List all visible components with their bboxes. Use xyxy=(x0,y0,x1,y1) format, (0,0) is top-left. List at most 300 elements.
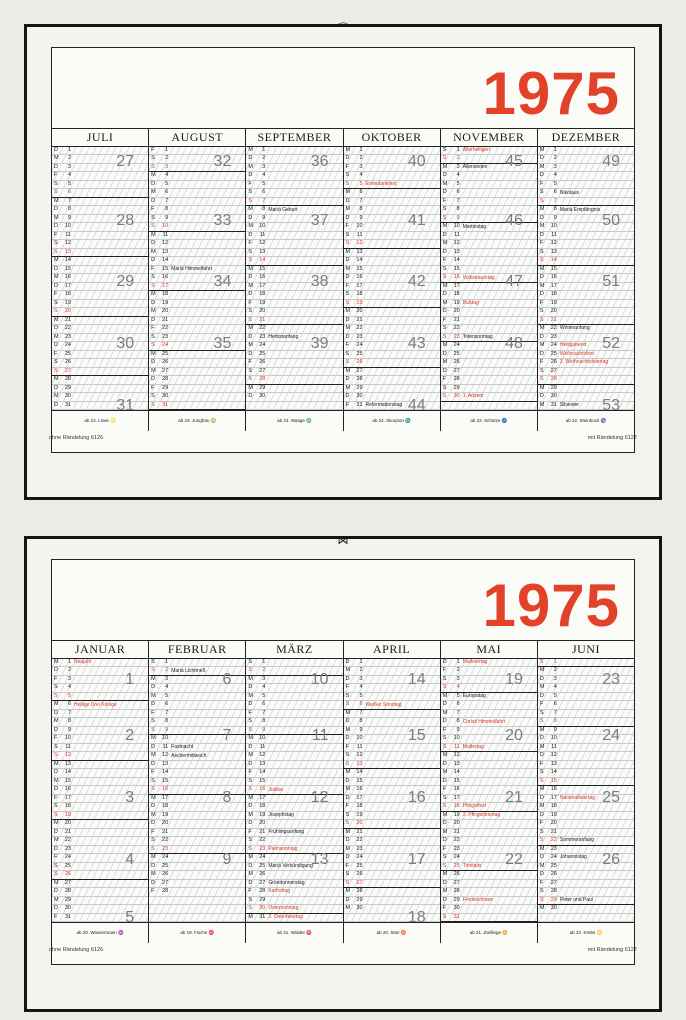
day-number: 14 xyxy=(356,769,363,776)
day-number: 24 xyxy=(453,854,460,861)
day-list xyxy=(149,659,245,922)
day-number: 12 xyxy=(64,752,71,759)
weekday-letter: S xyxy=(345,820,350,827)
weekday-letter: S xyxy=(54,299,58,306)
weekday-letter: D xyxy=(345,837,350,844)
weekday-letter: S xyxy=(539,316,544,323)
holiday-label: Mariä Empfängnis xyxy=(559,206,601,213)
holiday-label: Josephstag xyxy=(268,811,294,818)
weekday-letter: S xyxy=(345,701,350,708)
day-row xyxy=(246,300,342,308)
day-number: 8 xyxy=(67,206,71,213)
weekday-letter: S xyxy=(54,367,58,374)
weekday-letter: M xyxy=(151,189,156,196)
day-number: 10 xyxy=(550,223,557,230)
week-number: 21 xyxy=(505,789,523,806)
day-row xyxy=(246,181,342,189)
weekday-letter: F xyxy=(151,769,155,776)
day-number: 12 xyxy=(453,240,460,247)
weekday-letter: M xyxy=(539,803,545,810)
day-row xyxy=(52,727,148,735)
weekday-letter: M xyxy=(248,854,253,861)
weekday-letter: S xyxy=(442,206,447,213)
day-row xyxy=(52,334,148,342)
day-number: 24 xyxy=(356,854,363,861)
weekday-letter: D xyxy=(539,393,544,400)
day-row xyxy=(538,402,634,410)
weekday-letter: M xyxy=(345,189,351,196)
day-number: 6 xyxy=(359,189,363,196)
day-number: 23 xyxy=(259,845,266,852)
weekday-letter: D xyxy=(54,888,58,895)
weekday-letter: D xyxy=(54,786,58,793)
day-number: 4 xyxy=(165,172,169,179)
weekday-letter: D xyxy=(54,769,58,776)
day-number: 19 xyxy=(64,811,71,818)
weekday-letter: S xyxy=(248,658,253,665)
weekday-letter: M xyxy=(539,786,545,793)
weekday-letter: D xyxy=(345,393,350,400)
day-row xyxy=(149,300,245,308)
day-row xyxy=(52,769,148,777)
day-row xyxy=(441,257,537,265)
weekday-letter: D xyxy=(54,401,58,408)
weekday-letter: D xyxy=(539,274,544,281)
day-row xyxy=(149,667,245,675)
holiday-label: Pfingstfest xyxy=(462,803,487,810)
weekday-letter: S xyxy=(54,752,58,759)
day-row xyxy=(52,863,148,871)
day-row xyxy=(344,300,440,308)
day-number: 27 xyxy=(162,367,169,374)
day-row xyxy=(149,172,245,180)
day-number: 20 xyxy=(259,308,266,315)
day-row xyxy=(52,164,148,172)
day-row xyxy=(52,317,148,325)
day-number: 12 xyxy=(356,752,363,759)
weekday-letter: S xyxy=(54,862,58,869)
day-row xyxy=(246,266,342,274)
day-number: 8 xyxy=(456,718,460,725)
day-number: 29 xyxy=(356,384,363,391)
weekday-letter: M xyxy=(539,146,545,153)
calendar-page xyxy=(51,559,635,965)
weekday-letter: M xyxy=(54,393,59,400)
empty-row xyxy=(246,402,342,410)
day-number: 1 xyxy=(165,658,169,665)
weekday-letter: S xyxy=(539,248,544,255)
weekday-letter: S xyxy=(151,658,155,665)
week-number: 37 xyxy=(310,212,329,229)
holiday-label: Neujahr xyxy=(74,659,92,666)
day-number: 21 xyxy=(162,828,169,835)
weekday-letter: F xyxy=(248,828,252,835)
day-number: 5 xyxy=(67,180,71,187)
day-number: 23 xyxy=(162,333,169,340)
day-number: 24 xyxy=(64,342,71,349)
weekday-letter: D xyxy=(442,291,447,298)
calendar-sheet-jul-dec xyxy=(24,24,662,500)
day-number: 4 xyxy=(359,684,363,691)
weekday-letter: S xyxy=(151,155,155,162)
day-row xyxy=(344,249,440,257)
day-row xyxy=(538,803,634,811)
weekday-letter: F xyxy=(539,299,544,306)
weekday-letter: F xyxy=(442,667,447,674)
weekday-letter: M xyxy=(151,811,156,818)
day-number: 28 xyxy=(550,888,557,895)
day-row xyxy=(538,786,634,794)
day-number: 12 xyxy=(453,752,460,759)
day-number: 27 xyxy=(356,879,363,886)
week-number: 50 xyxy=(602,212,621,229)
day-row xyxy=(344,274,440,282)
day-row xyxy=(538,846,634,854)
day-number: 3 xyxy=(67,675,71,682)
holiday-label: Fastnacht xyxy=(171,744,194,751)
day-number: 28 xyxy=(259,888,266,895)
day-row xyxy=(149,351,245,359)
day-number: 17 xyxy=(356,794,363,801)
weekday-letter: M xyxy=(345,845,351,852)
day-number: 11 xyxy=(453,231,460,238)
week-number: 40 xyxy=(407,153,426,170)
day-number: 11 xyxy=(356,743,363,750)
weekday-letter: D xyxy=(345,675,350,682)
day-number: 28 xyxy=(356,376,363,383)
weekday-letter: M xyxy=(248,163,253,170)
day-number: 21 xyxy=(356,316,363,323)
zodiac-footer: ab 21. Widder ♈ xyxy=(246,922,342,943)
weekday-letter: D xyxy=(442,837,447,844)
day-row xyxy=(538,837,634,845)
weekday-letter: D xyxy=(151,684,156,691)
day-number: 23 xyxy=(453,845,460,852)
day-number: 15 xyxy=(550,265,557,272)
holiday-label: Johannistag xyxy=(559,854,587,861)
weekday-letter: F xyxy=(442,786,447,793)
day-number: 8 xyxy=(262,718,266,725)
week-number: 20 xyxy=(505,727,523,744)
day-row xyxy=(344,676,440,684)
weekday-letter: S xyxy=(442,675,447,682)
day-number: 26 xyxy=(162,871,169,878)
month-name: APRIL xyxy=(344,641,440,659)
day-row xyxy=(441,786,537,794)
day-row xyxy=(441,359,537,367)
holiday-label: Weihnachtsfest xyxy=(559,350,594,357)
month-name: FEBRUAR xyxy=(149,641,245,659)
weekday-letter: D xyxy=(539,692,544,699)
day-row xyxy=(538,863,634,871)
day-number: 2 xyxy=(553,155,557,162)
day-number: 12 xyxy=(550,240,557,247)
weekday-letter: M xyxy=(345,308,351,315)
day-number: 7 xyxy=(456,709,460,716)
day-row xyxy=(52,659,148,667)
weekday-letter: M xyxy=(442,223,448,230)
day-number: 1 xyxy=(165,146,169,153)
day-number: 4 xyxy=(456,172,460,179)
weekday-letter: S xyxy=(248,189,253,196)
day-row xyxy=(344,846,440,854)
zodiac-footer: ab 22. Schütze ♐ xyxy=(441,410,537,431)
weekday-letter: M xyxy=(248,342,253,349)
hanger-icon: ⋈ xyxy=(337,534,349,547)
month-name: OKTOBER xyxy=(344,129,440,147)
day-row xyxy=(538,727,634,735)
day-row xyxy=(246,837,342,845)
day-number: 27 xyxy=(259,367,266,374)
weekday-letter: D xyxy=(345,274,350,281)
day-number: 11 xyxy=(453,743,460,750)
day-row xyxy=(441,368,537,376)
holiday-label: 1. Advent xyxy=(462,393,484,400)
holiday-label: Mariä Verkündigung xyxy=(268,862,313,869)
day-row xyxy=(52,693,148,701)
holiday-label: Winteranfang xyxy=(559,325,590,332)
week-number: 36 xyxy=(310,153,329,170)
weekday-letter: S xyxy=(539,837,544,844)
weekday-letter: S xyxy=(539,718,544,725)
day-row xyxy=(441,317,537,325)
weekday-letter: S xyxy=(442,384,447,391)
day-list xyxy=(441,659,537,922)
day-row xyxy=(52,880,148,888)
weekday-letter: D xyxy=(539,854,544,861)
day-number: 13 xyxy=(64,760,71,767)
weekday-letter: S xyxy=(151,726,155,733)
day-number: 8 xyxy=(553,206,557,213)
day-number: 17 xyxy=(453,794,460,801)
day-row xyxy=(52,854,148,862)
day-row xyxy=(538,368,634,376)
month-column xyxy=(52,129,149,431)
weekday-letter: D xyxy=(248,274,253,281)
weekday-letter: D xyxy=(345,896,350,903)
day-row xyxy=(246,752,342,760)
day-row xyxy=(538,232,634,240)
weekday-letter: D xyxy=(151,879,156,886)
weekday-letter: S xyxy=(539,257,544,264)
weekday-letter: M xyxy=(151,231,156,238)
day-row xyxy=(441,905,537,913)
day-number: 25 xyxy=(64,350,71,357)
weekday-letter: D xyxy=(442,896,447,903)
weekday-letter: M xyxy=(54,333,59,340)
day-row xyxy=(246,351,342,359)
day-number: 29 xyxy=(356,896,363,903)
day-number: 5 xyxy=(456,180,460,187)
weekday-letter: D xyxy=(442,658,447,665)
day-number: 11 xyxy=(551,231,557,238)
day-row xyxy=(246,325,342,333)
weekday-letter: S xyxy=(248,726,253,733)
day-row xyxy=(149,761,245,769)
day-row xyxy=(441,283,537,291)
weekday-letter: M xyxy=(442,282,448,289)
weekday-letter: S xyxy=(539,709,544,716)
day-number: 9 xyxy=(165,726,169,733)
weekday-letter: S xyxy=(54,189,58,196)
day-number: 24 xyxy=(356,342,363,349)
weekday-letter: D xyxy=(539,871,544,878)
day-row xyxy=(538,300,634,308)
month-name: MAI xyxy=(441,641,537,659)
day-row xyxy=(246,164,342,172)
day-row xyxy=(538,359,634,367)
day-number: 17 xyxy=(453,282,460,289)
day-number: 5 xyxy=(553,180,557,187)
weekday-letter: F xyxy=(54,675,58,682)
day-number: 9 xyxy=(67,214,71,221)
day-row xyxy=(246,880,342,888)
weekday-letter: S xyxy=(151,214,155,221)
weekday-letter: D xyxy=(345,333,350,340)
week-number: 8 xyxy=(222,789,232,806)
day-number: 27 xyxy=(259,879,266,886)
day-row xyxy=(441,914,537,922)
day-row xyxy=(344,854,440,862)
day-number: 22 xyxy=(259,325,266,332)
day-number: 23 xyxy=(356,333,363,340)
day-row xyxy=(538,342,634,350)
day-row xyxy=(538,897,634,905)
weekday-letter: M xyxy=(151,735,156,742)
day-number: 16 xyxy=(550,274,557,281)
weekday-letter: D xyxy=(151,743,156,750)
day-row xyxy=(246,385,342,393)
week-number: 49 xyxy=(602,153,621,170)
day-row xyxy=(149,206,245,214)
weekday-letter: M xyxy=(151,350,156,357)
day-number: 21 xyxy=(64,316,71,323)
holiday-label: Europatag xyxy=(462,693,486,700)
day-number: 1 xyxy=(262,658,266,665)
week-number: 27 xyxy=(116,153,135,170)
weekday-letter: D xyxy=(151,760,156,767)
weekday-letter: S xyxy=(248,896,253,903)
day-number: 15 xyxy=(64,777,71,784)
day-row xyxy=(441,837,537,845)
day-row xyxy=(149,266,245,274)
day-number: 26 xyxy=(453,359,460,366)
day-row xyxy=(246,820,342,828)
day-number: 17 xyxy=(259,794,266,801)
day-number: 31 xyxy=(259,913,266,920)
day-number: 1 xyxy=(67,658,71,665)
day-row xyxy=(246,342,342,350)
day-row xyxy=(441,888,537,896)
weekday-letter: D xyxy=(442,777,447,784)
day-number: 25 xyxy=(453,862,460,869)
weekday-letter: S xyxy=(248,257,253,264)
day-row xyxy=(344,659,440,667)
day-row xyxy=(441,385,537,393)
day-row xyxy=(149,249,245,257)
day-row xyxy=(149,863,245,871)
day-row xyxy=(246,215,342,223)
day-row xyxy=(149,880,245,888)
weekday-letter: M xyxy=(442,299,448,306)
weekday-letter: D xyxy=(248,350,253,357)
day-row xyxy=(441,147,537,155)
weekday-letter: M xyxy=(442,811,448,818)
day-row xyxy=(246,735,342,743)
day-number: 6 xyxy=(262,189,266,196)
holiday-label: Fronleichnam xyxy=(462,896,493,903)
year-title: 1975 xyxy=(482,572,620,639)
day-number: 15 xyxy=(356,777,363,784)
calendar-sheet-jan-jun xyxy=(24,536,662,1012)
day-row xyxy=(344,735,440,743)
day-row xyxy=(344,402,440,410)
day-number: 25 xyxy=(550,350,557,357)
weekday-letter: M xyxy=(345,828,351,835)
day-row xyxy=(538,325,634,333)
day-number: 7 xyxy=(359,709,363,716)
day-row xyxy=(344,198,440,206)
day-number: 1 xyxy=(456,146,460,153)
day-row xyxy=(344,283,440,291)
weekday-letter: D xyxy=(539,291,544,298)
weekday-letter: F xyxy=(151,384,155,391)
weekday-letter: F xyxy=(345,342,349,349)
weekday-letter: S xyxy=(54,359,58,366)
day-number: 7 xyxy=(67,709,71,716)
holiday-label: 2. Pfingstfeiertag xyxy=(462,811,501,818)
day-row xyxy=(149,147,245,155)
day-row xyxy=(441,710,537,718)
day-row xyxy=(149,769,245,777)
day-row xyxy=(246,223,342,231)
week-number: 45 xyxy=(505,153,523,170)
day-number: 19 xyxy=(356,299,363,306)
month-column xyxy=(52,641,149,943)
day-row xyxy=(441,795,537,803)
day-number: 7 xyxy=(165,709,169,716)
day-row xyxy=(344,718,440,726)
weekday-letter: S xyxy=(151,837,155,844)
day-row xyxy=(246,871,342,879)
weekday-letter: F xyxy=(54,350,58,357)
day-number: 19 xyxy=(550,299,557,306)
day-number: 18 xyxy=(453,803,460,810)
weekday-letter: S xyxy=(539,367,544,374)
day-number: 17 xyxy=(259,282,266,289)
holiday-label: Silvester xyxy=(559,401,580,408)
weekday-letter: D xyxy=(539,811,544,818)
day-row xyxy=(52,215,148,223)
day-number: 16 xyxy=(162,786,169,793)
day-row xyxy=(441,308,537,316)
day-number: 3 xyxy=(553,675,557,682)
day-row xyxy=(441,334,537,342)
weekday-letter: S xyxy=(539,376,544,383)
weekday-letter: S xyxy=(442,155,447,162)
weekday-letter: S xyxy=(442,803,447,810)
weekday-letter: S xyxy=(539,828,544,835)
day-number: 9 xyxy=(456,726,460,733)
weekday-letter: D xyxy=(54,146,58,153)
month-column xyxy=(441,641,538,943)
holiday-label: Nationalfeiertag xyxy=(559,794,595,801)
week-number: 53 xyxy=(602,397,621,414)
day-row xyxy=(344,820,440,828)
week-number: 44 xyxy=(407,397,426,414)
day-row xyxy=(538,291,634,299)
day-number: 3 xyxy=(262,675,266,682)
